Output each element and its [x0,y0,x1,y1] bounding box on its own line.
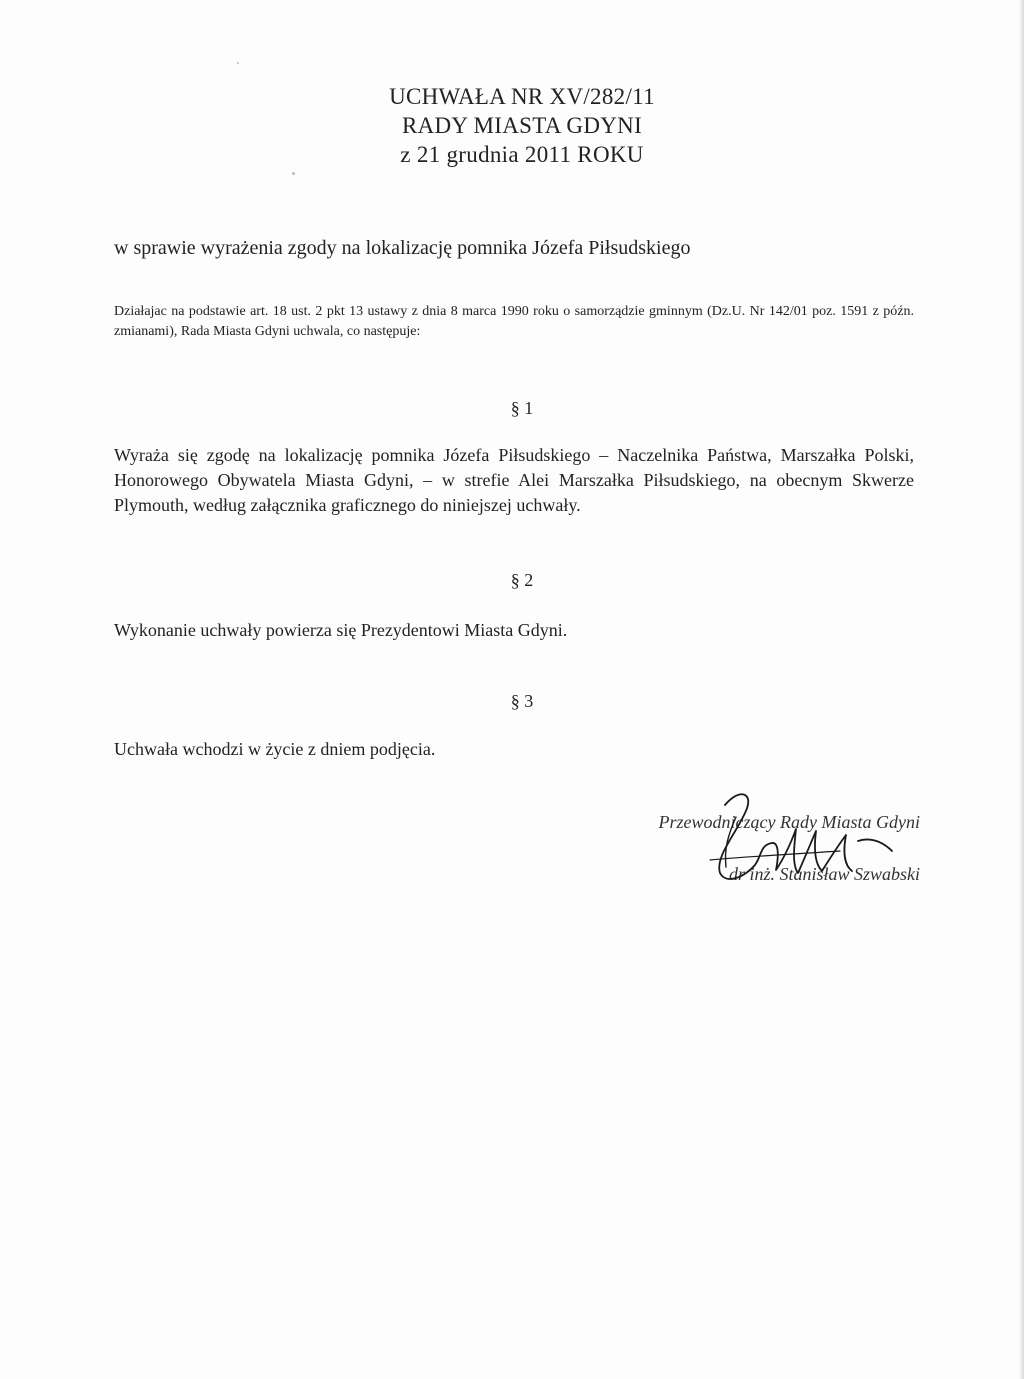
resolution-subject: w sprawie wyrażenia zgody na lokalizację pomnika Józefa Piłsudskiego [114,237,691,259]
legal-basis-preamble: Działajac na podstawie art. 18 ust. 2 pkt 13 ustawy z dnia 8 marca 1990 roku o samorządzie gminnym (Dz.U. Nr 142/01 poz. 1591 z późn. zmianami), Rada Miasta Gdyni uchwala, co następuje: [114,304,914,339]
council-name: RADY MIASTA GDYNI [401,113,643,138]
section-3-text: Uchwała wchodzi w życie z dniem podjęcia. [114,739,436,759]
resolution-date: z 21 grudnia 2011 ROKU [400,142,644,167]
scan-edge-shadow [1019,0,1024,1379]
scan-speck [292,172,295,175]
section-1-mark: § 1 [510,398,534,418]
signatory-title: Przewodniczący Rady Miasta Gdyni [658,812,920,832]
scan-speck [237,62,239,64]
section-2-mark: § 2 [510,570,534,590]
section-3-mark: § 3 [510,691,534,711]
signatory-name: dr inż. Stanisław Szwabski [728,864,920,884]
section-1-text: Wyraża się zgodę na lokalizację pomnika Józefa Piłsudskiego – Naczelnika Państwa, Marszałka Polski, Honorowego Obywatela Miasta Gdyni, – w strefie Alei Marszałka Piłsudskiego, na obecnym Skwerze Plymouth, według załącznika graficznego do niniejszej uchwały. [114,445,914,515]
resolution-number: UCHWAŁA NR XV/282/11 [389,84,655,109]
section-2-text: Wykonanie uchwały powierza się Prezydentowi Miasta Gdyni. [114,620,568,640]
handwritten-signature [540,785,920,895]
resolution-header [0,82,1024,169]
